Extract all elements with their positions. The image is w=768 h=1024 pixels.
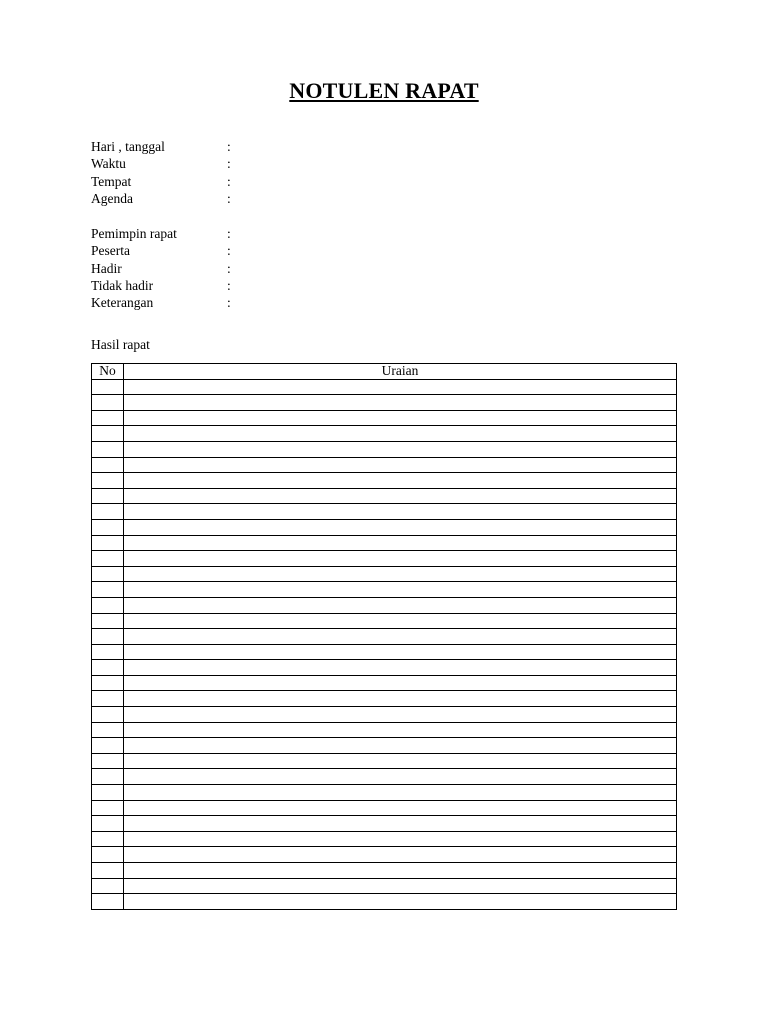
- cell-no: [92, 863, 124, 879]
- cell-no: [92, 847, 124, 863]
- cell-uraian: [124, 535, 677, 551]
- cell-no: [92, 535, 124, 551]
- cell-uraian: [124, 831, 677, 847]
- cell-uraian: [124, 410, 677, 426]
- table-row: [92, 504, 677, 520]
- cell-no: [92, 457, 124, 473]
- cell-uraian: [124, 441, 677, 457]
- field-label: Tidak hadir: [91, 277, 154, 293]
- cell-no: [92, 722, 124, 738]
- cell-no: [92, 410, 124, 426]
- cell-no: [92, 551, 124, 567]
- cell-uraian: [124, 894, 677, 910]
- cell-uraian: [124, 769, 677, 785]
- table-row: [92, 426, 677, 442]
- field-label: Peserta: [91, 243, 130, 259]
- table-row: [92, 691, 677, 707]
- field-colon: :: [227, 295, 231, 311]
- field-colon: :: [227, 190, 231, 206]
- table-row: [92, 894, 677, 910]
- table-row: [92, 738, 677, 754]
- table-row: [92, 847, 677, 863]
- cell-no: [92, 816, 124, 832]
- cell-uraian: [124, 488, 677, 504]
- cell-uraian: [124, 457, 677, 473]
- cell-no: [92, 644, 124, 660]
- cell-uraian: [124, 395, 677, 411]
- table-row: [92, 707, 677, 723]
- table-row: [92, 800, 677, 816]
- section-label-hasil-rapat: Hasil rapat: [91, 337, 150, 352]
- cell-no: [92, 613, 124, 629]
- cell-no: [92, 691, 124, 707]
- cell-no: [92, 738, 124, 754]
- table-row: [92, 441, 677, 457]
- cell-uraian: [124, 566, 677, 582]
- table-row: [92, 566, 677, 582]
- field-label: Hadir: [91, 260, 122, 276]
- cell-uraian: [124, 629, 677, 645]
- field-colon: :: [227, 277, 231, 293]
- cell-no: [92, 769, 124, 785]
- cell-no: [92, 894, 124, 910]
- field-colon: :: [227, 260, 231, 276]
- cell-uraian: [124, 800, 677, 816]
- field-label: Pemimpin rapat: [91, 226, 177, 241]
- cell-no: [92, 660, 124, 676]
- cell-uraian: [124, 644, 677, 660]
- table-row: [92, 816, 677, 832]
- cell-uraian: [124, 660, 677, 676]
- table-row: [92, 644, 677, 660]
- table-row: [92, 660, 677, 676]
- cell-uraian: [124, 753, 677, 769]
- field-colon: :: [227, 139, 231, 154]
- cell-uraian: [124, 519, 677, 535]
- cell-no: [92, 707, 124, 723]
- minutes-table: [91, 363, 677, 910]
- table-row: [92, 863, 677, 879]
- cell-no: [92, 629, 124, 645]
- field-label: Waktu: [91, 156, 126, 172]
- cell-uraian: [124, 816, 677, 832]
- field-colon: :: [227, 173, 231, 189]
- column-header-no: No: [92, 364, 124, 380]
- column-header-uraian: Uraian: [124, 364, 677, 380]
- cell-uraian: [124, 722, 677, 738]
- field-colon: :: [227, 156, 231, 172]
- table-row: [92, 785, 677, 801]
- field-colon: :: [227, 226, 231, 241]
- cell-no: [92, 582, 124, 598]
- table-body: [92, 379, 677, 909]
- table-row: [92, 629, 677, 645]
- cell-uraian: [124, 597, 677, 613]
- table-row: [92, 831, 677, 847]
- table-row: [92, 613, 677, 629]
- field-label: Keterangan: [91, 295, 154, 311]
- field-label: Hari , tanggal: [91, 139, 165, 154]
- cell-no: [92, 597, 124, 613]
- cell-no: [92, 441, 124, 457]
- cell-no: [92, 519, 124, 535]
- cell-uraian: [124, 379, 677, 395]
- table-row: [92, 535, 677, 551]
- cell-no: [92, 395, 124, 411]
- cell-no: [92, 753, 124, 769]
- cell-uraian: [124, 785, 677, 801]
- cell-uraian: [124, 707, 677, 723]
- document-title: NOTULEN RAPAT: [289, 78, 479, 103]
- cell-uraian: [124, 582, 677, 598]
- table-row: [92, 519, 677, 535]
- cell-no: [92, 800, 124, 816]
- cell-no: [92, 488, 124, 504]
- cell-uraian: [124, 426, 677, 442]
- cell-uraian: [124, 847, 677, 863]
- cell-uraian: [124, 863, 677, 879]
- table-row: [92, 395, 677, 411]
- table-row: [92, 675, 677, 691]
- table-row: [92, 722, 677, 738]
- table-row: [92, 410, 677, 426]
- cell-no: [92, 426, 124, 442]
- cell-uraian: [124, 473, 677, 489]
- cell-no: [92, 675, 124, 691]
- table-row: [92, 473, 677, 489]
- cell-uraian: [124, 878, 677, 894]
- table-row: [92, 551, 677, 567]
- cell-uraian: [124, 738, 677, 754]
- cell-no: [92, 504, 124, 520]
- table-row: [92, 878, 677, 894]
- field-label: Tempat: [91, 173, 132, 189]
- cell-uraian: [124, 613, 677, 629]
- table-row: [92, 753, 677, 769]
- table-row: [92, 379, 677, 395]
- field-colon: :: [227, 243, 231, 259]
- cell-no: [92, 379, 124, 395]
- cell-no: [92, 785, 124, 801]
- cell-uraian: [124, 504, 677, 520]
- cell-uraian: [124, 675, 677, 691]
- table-row: [92, 457, 677, 473]
- table-header-row: [92, 364, 677, 380]
- cell-uraian: [124, 551, 677, 567]
- cell-no: [92, 473, 124, 489]
- cell-uraian: [124, 691, 677, 707]
- cell-no: [92, 831, 124, 847]
- field-label: Agenda: [91, 190, 133, 206]
- table-row: [92, 488, 677, 504]
- cell-no: [92, 566, 124, 582]
- table-row: [92, 597, 677, 613]
- table-row: [92, 769, 677, 785]
- table-row: [92, 582, 677, 598]
- cell-no: [92, 878, 124, 894]
